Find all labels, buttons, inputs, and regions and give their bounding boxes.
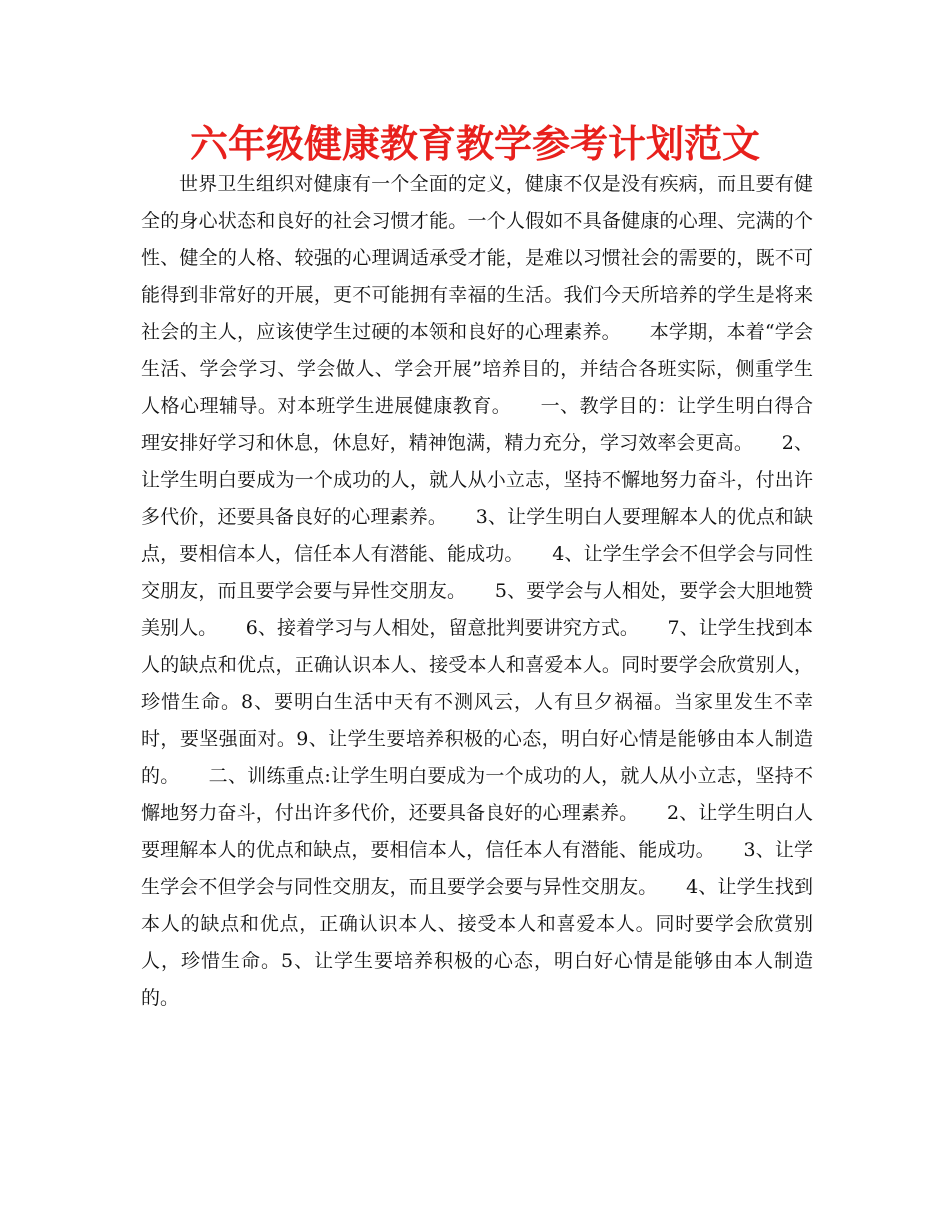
document-body: 世界卫生组织对健康有一个全面的定义，健康不仅是没有疾病，而且要有健全的身心状态和良好的社会习惯才能。一个人假如不具备健康的心理、完满的个性、健全的人格、较强的心理调适承受才能，是难以习惯社会的需要的，既不可能得到非常好的开展，更不可能拥有幸福的生活。我们今天所培养的学生是将来社会的主人，应该使学生过硬的本领和良好的心理素养。 本学期，本着“学会生活、学会学习、学会做人、学会开展”培养目的，并结合各班实际，侧重学生人格心理辅导。对本班学生进展健康教育。 一、教学目的：让学生明白得合理安排好学习和休息，休息好，精神饱满，精力充分，学习效率会更高。 2、让学生明白要成为一个成功的人，就人从小立志，坚持不懈地努力奋斗，付出许多代价，还要具备良好的心理素养。 3、让学生明白人要理解本人的优点和缺点，要相信本人，信任本人有潜能、能成功。 4、让学生学会不但学会与同性交朋友，而且要学会要与异性交朋友。 5、要学会与人相处，要学会大胆地赞美别人。 6、接着学习与人相处，留意批判要讲究方式。 7、让学生找到本人的缺点和优点，正确认识本人、接受本人和喜爱本人。同时要学会欣赏别人，珍惜生命。8、要明白生活中天有不测风云，人有旦夕祸福。当家里发生不幸时，要坚强面对。9、让学生要培养积极的心态，明白好心情是能够由本人制造的。 二、训练重点:让学生明白要成为一个成功的人，就人从小立志，坚持不懈地努力奋斗，付出许多代价，还要具备良好的心理素养。 2、让学生明白人要理解本人的优点和缺点，要相信本人，信任本人有潜能、能成功。 3、让学生学会不但学会与同性交朋友，而且要学会要与异性交朋友。 4、让学生找到本人的缺点和优点，正确认识本人、接受本人和喜爱本人。同时要学会欣赏别人，珍惜生命。5、让学生要培养积极的心态，明白好心情是能够由本人制造的。 — [141, 173, 813, 1009]
document-title: 六年级健康教育教学参考计划范文 — [189, 121, 760, 166]
